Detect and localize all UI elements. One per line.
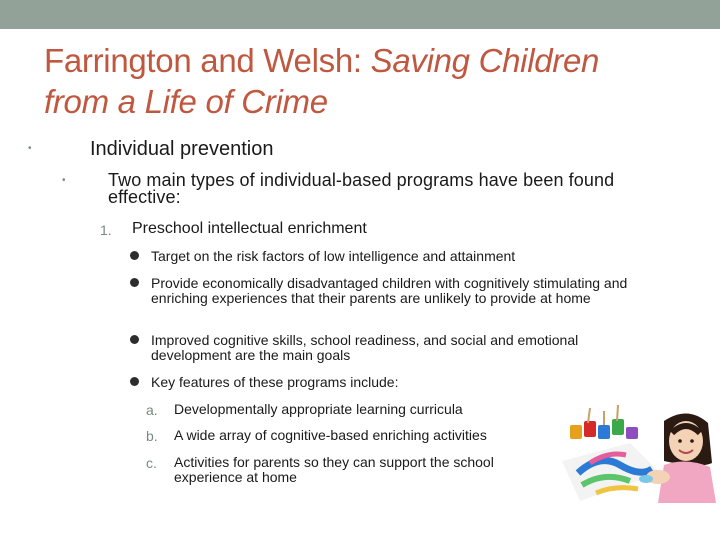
level4-item: Target on the risk factors of low intelligence and attainment <box>151 248 516 264</box>
paint-cups <box>570 405 638 439</box>
slide-top-bar <box>0 0 720 29</box>
title-plain: Farrington and Welsh: <box>44 42 371 79</box>
numbering-label: c. <box>146 455 157 471</box>
numbering-label: a. <box>146 402 158 418</box>
level4-item: Key features of these programs include: <box>151 374 399 390</box>
level3-text: Preschool intellectual enrichment <box>132 220 367 237</box>
level4-item: Improved cognitive skills, school readiness, and social and emotional development are the main goals <box>151 332 579 363</box>
bullet-icon: • <box>62 175 66 186</box>
level1-text: Individual prevention <box>90 138 274 160</box>
child-painting-photo <box>560 403 716 503</box>
child-painting-illustration <box>560 403 716 503</box>
painting-paper <box>562 443 660 501</box>
title-italic-line1: Saving Children <box>370 42 600 79</box>
filled-circle-bullet-icon <box>130 278 139 287</box>
filled-circle-bullet-icon <box>130 377 139 386</box>
filled-circle-bullet-icon <box>130 335 139 344</box>
numbering-label: b. <box>146 428 158 444</box>
child-figure <box>639 413 716 503</box>
level4-item: Provide economically disadvantaged children with cognitively stimulating and enriching experiences that their parents are unlikely to provide at home <box>151 275 628 306</box>
level2-text: Two main types of individual-based programs have been found effective: <box>108 170 615 207</box>
title-italic-line2: from a Life of Crime <box>44 83 328 120</box>
bullet-icon: • <box>28 143 32 154</box>
numbering-label: 1. <box>100 222 112 238</box>
level5-item: Developmentally appropriate learning curricula <box>174 401 463 417</box>
filled-circle-bullet-icon <box>130 251 139 260</box>
slide-title <box>44 40 684 122</box>
level5-item: Activities for parents so they can support the school experience at home <box>174 454 494 485</box>
level5-item: A wide array of cognitive-based enriching activities <box>174 427 487 443</box>
